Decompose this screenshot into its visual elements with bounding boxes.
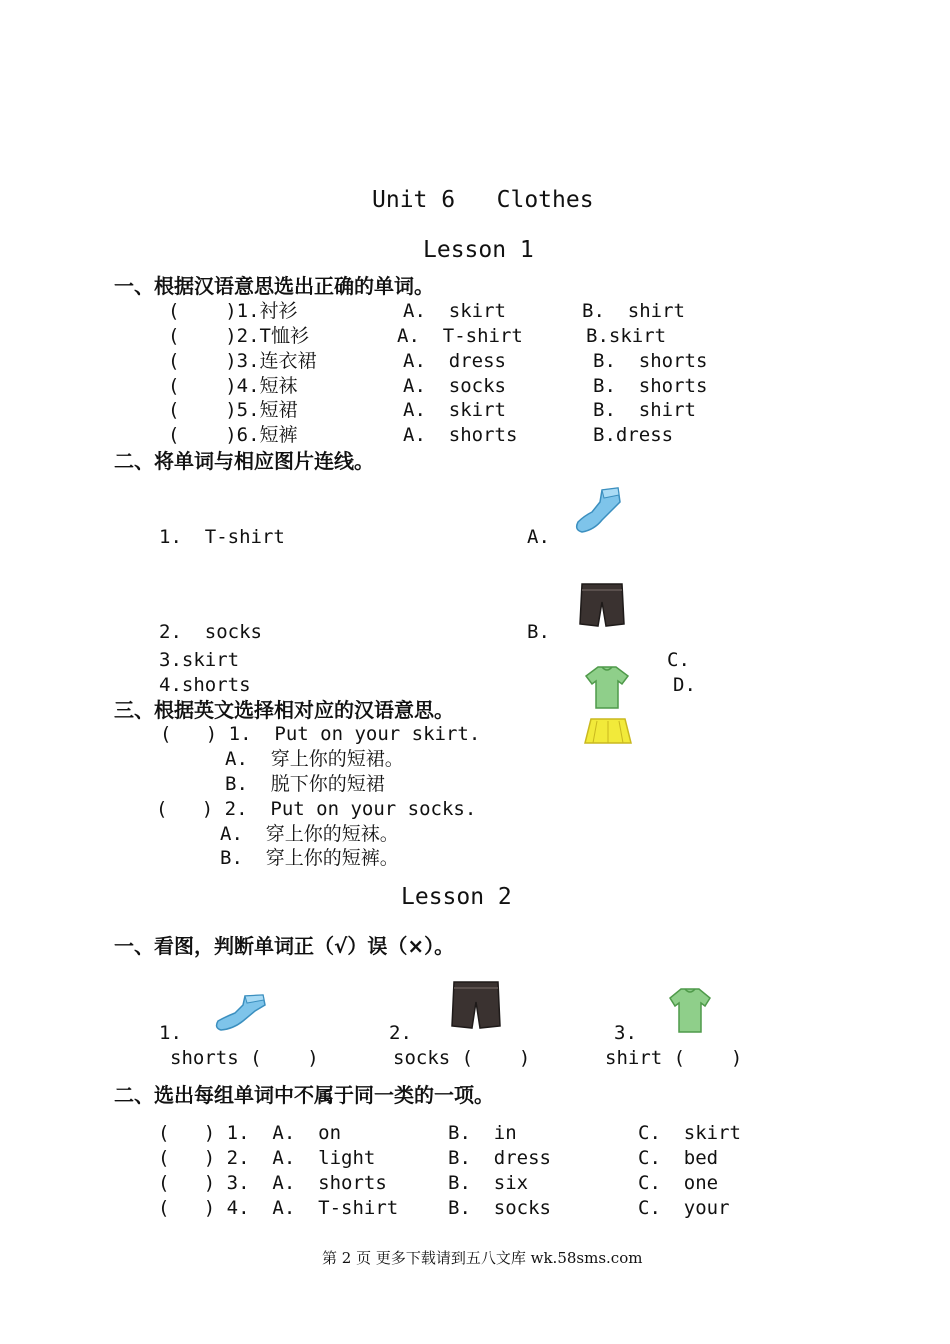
l1s1-row1-question: ( )1.衬衫 — [168, 300, 298, 322]
l2s2-row1-option-b: B. in — [448, 1122, 517, 1144]
l2s2-row3-left: ( ) 3. A. shorts — [158, 1172, 387, 1194]
l2s2-row1-left: ( ) 1. A. on — [158, 1122, 342, 1144]
l1s1-row6-question: ( )6.短裤 — [168, 424, 298, 446]
l1s1-row2-option-b: B.skirt — [586, 325, 667, 347]
l2s2-row1-option-c: C. skirt — [638, 1122, 741, 1144]
match-word-4: 4.shorts — [159, 674, 251, 696]
l1s1-row1-option-a: A. skirt — [403, 300, 506, 322]
lesson1-section1-heading: 一、根据汉语意思选出正确的单词。 — [114, 274, 434, 298]
judge-shorts-picture — [450, 978, 502, 1030]
l2s2-row4-option-c: C. your — [638, 1197, 730, 1219]
l1s1-row3-question: ( )3.连衣裙 — [168, 350, 317, 372]
l1s1-row2-question: ( )2.T恤衫 — [168, 325, 309, 347]
l1s3-q1-option-b: B. 脱下你的短裙 — [225, 773, 385, 795]
judge-sock-picture — [213, 993, 269, 1033]
judge-item-1-number: 1. — [159, 1022, 182, 1044]
lesson2-section1-heading: 一、看图，判断单词正（√）误（×）。 — [114, 934, 455, 958]
lesson1-section2-heading: 二、将单词与相应图片连线。 — [114, 449, 374, 473]
match-word-2: 2. socks — [159, 621, 262, 643]
match-letter-b: B. — [527, 621, 550, 643]
judge-item-3-word: shirt ( ) — [605, 1047, 743, 1069]
l1s1-row6-option-a: A. shorts — [403, 424, 518, 446]
l1s1-row5-option-a: A. skirt — [403, 399, 506, 421]
match-letter-d: D. — [673, 674, 696, 696]
l2s2-row2-left: ( ) 2. A. light — [158, 1147, 376, 1169]
l1s1-row1-option-b: B. shirt — [582, 300, 685, 322]
judge-item-2-number: 2. — [389, 1022, 412, 1044]
judge-shirt-picture — [668, 986, 712, 1034]
l2s2-row3-option-c: C. one — [638, 1172, 719, 1194]
l2s2-row4-left: ( ) 4. A. T-shirt — [158, 1197, 399, 1219]
l1s1-row5-option-b: B. shirt — [593, 399, 696, 421]
page-footer: 第 2 页 更多下载请到五八文库 wk.58sms.com — [322, 1249, 643, 1267]
l1s1-row3-option-b: B. shorts — [593, 350, 708, 372]
unit-title: Unit 6 Clothes — [372, 187, 594, 213]
l1s3-q2-option-b: B. 穿上你的短裤。 — [220, 847, 399, 869]
lesson2-title: Lesson 2 — [401, 884, 512, 910]
l1s1-row2-option-a: A. T-shirt — [397, 325, 523, 347]
skirt-picture — [583, 717, 633, 747]
l1s3-q2-option-a: A. 穿上你的短袜。 — [220, 823, 399, 845]
l1s1-row4-option-a: A. socks — [403, 375, 506, 397]
l1s3-q2-stem: ( ) 2. Put on your socks. — [156, 798, 477, 820]
sock-picture — [572, 486, 624, 536]
match-word-1: 1. T-shirt — [159, 526, 285, 548]
l1s1-row4-question: ( )4.短袜 — [168, 375, 298, 397]
l1s3-q1-option-a: A. 穿上你的短裙。 — [225, 748, 404, 770]
l2s2-row4-option-b: B. socks — [448, 1197, 551, 1219]
l1s1-row6-option-b: B.dress — [593, 424, 674, 446]
l1s3-q1-stem: ( ) 1. Put on your skirt. — [160, 723, 481, 745]
lesson1-section3-heading: 三、根据英文选择相对应的汉语意思。 — [114, 698, 454, 722]
shirt-picture — [584, 664, 630, 710]
lesson1-title: Lesson 1 — [423, 237, 534, 263]
shorts-picture — [578, 580, 626, 628]
l2s2-row2-option-b: B. dress — [448, 1147, 551, 1169]
judge-item-3-number: 3. — [614, 1022, 637, 1044]
match-word-3: 3.skirt — [159, 649, 240, 671]
judge-item-1-word: shorts ( ) — [170, 1047, 319, 1069]
l1s1-row4-option-b: B. shorts — [593, 375, 708, 397]
l1s1-row5-question: ( )5.短裙 — [168, 399, 298, 421]
match-letter-a: A. — [527, 526, 550, 548]
lesson2-section2-heading: 二、选出每组单词中不属于同一类的一项。 — [114, 1083, 494, 1107]
l2s2-row3-option-b: B. six — [448, 1172, 529, 1194]
judge-item-2-word: socks ( ) — [393, 1047, 531, 1069]
l2s2-row2-option-c: C. bed — [638, 1147, 719, 1169]
l1s1-row3-option-a: A. dress — [403, 350, 506, 372]
match-letter-c: C. — [667, 649, 690, 671]
